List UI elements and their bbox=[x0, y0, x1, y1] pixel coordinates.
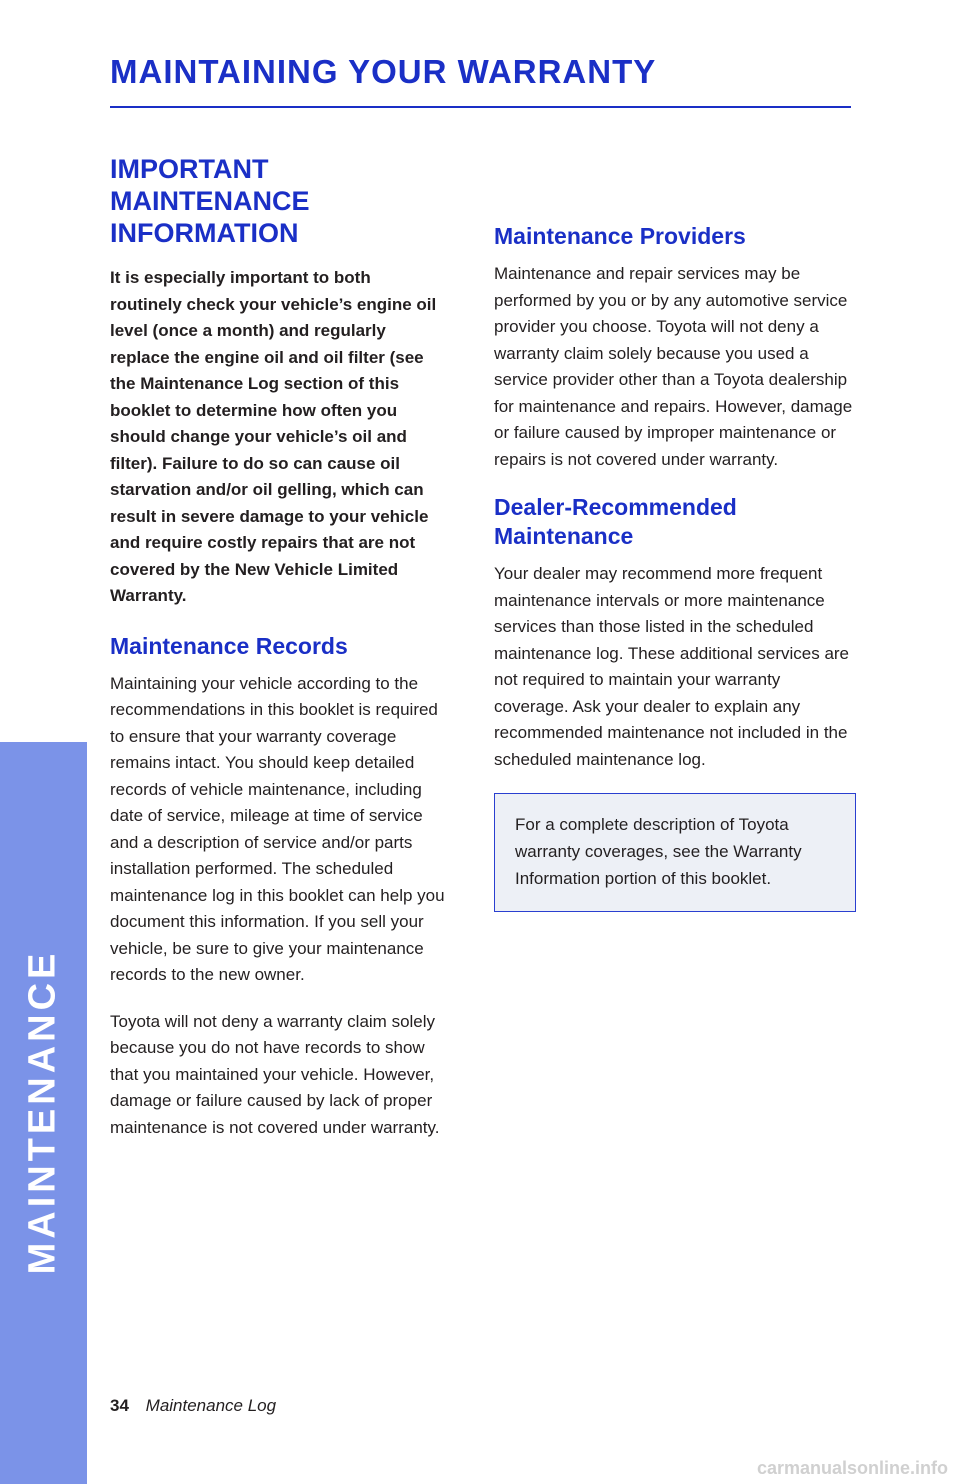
page-footer bbox=[110, 1394, 276, 1418]
important-maintenance-lead: It is especially important to both routinely check your vehicle’s engine oil level (once a month) and regularly replace the engine oil and oil filter (see the Maintenance Log section of this booklet to determine how often you should change your vehicle’s oil and filter). Failure to do so can cause oil starvation and/or oil gelling, which can result in severe damage to your vehicle and require costly repairs that are not covered by the New Vehicle Limited Warranty. bbox=[110, 268, 437, 605]
page-title: MAINTAINING YOUR WARRANTY bbox=[110, 53, 657, 90]
maintenance-providers-heading: Maintenance Providers bbox=[494, 223, 746, 249]
dealer-recommended-heading: Dealer-Recommended Maintenance bbox=[494, 494, 737, 549]
maintenance-records-paragraph-2: Toyota will not deny a warranty claim solely because you do not have records to show that you maintained your vehicle. However, damage or failure caused by lack of proper maintenance is not covered under warranty. bbox=[110, 1011, 440, 1137]
left-column bbox=[110, 153, 445, 1161]
maintenance-records-heading: Maintenance Records bbox=[110, 632, 348, 659]
warranty-note-box: For a complete description of Toyota warranty coverages, see the Warranty Information portion of this booklet. bbox=[494, 793, 856, 912]
header-divider bbox=[110, 106, 851, 108]
page-number: 34 bbox=[110, 1396, 129, 1415]
maintenance-records-paragraph-1: Maintaining your vehicle according to the recommendations in this booklet is required to ensure that your warranty coverage remains intact. You should keep detailed records of vehicle maintenance, including date of service, mileage at time of service and a description of service and/or parts installation performed. The scheduled maintenance log in this booklet can help you document this information. If you sell your vehicle, be sure to give your maintenance records to the new owner. bbox=[110, 673, 445, 984]
dealer-recommended-paragraph: Your dealer may recommend more frequent maintenance intervals or more maintenance services than those listed in the scheduled maintenance log. These additional services are not required to maintain your warranty coverage. Ask your dealer to explain any recommended maintenance not included in the scheduled maintenance log. bbox=[494, 564, 850, 769]
right-column bbox=[494, 222, 854, 912]
footer-section-label: Maintenance Log bbox=[145, 1396, 277, 1415]
important-maintenance-heading: IMPORTANT MAINTENANCE INFORMATION bbox=[110, 154, 310, 248]
watermark: carmanualsonline.info bbox=[756, 1458, 948, 1478]
side-tab-label: MAINTENANCE bbox=[21, 949, 64, 1275]
maintenance-providers-paragraph: Maintenance and repair services may be performed by you or by any automotive service provider you choose. Toyota will not deny a warranty claim solely because you used a service provider other than a Toyota dealership for maintenance and repairs. However, damage or failure caused by improper maintenance or repairs is not covered under warranty. bbox=[494, 264, 853, 469]
